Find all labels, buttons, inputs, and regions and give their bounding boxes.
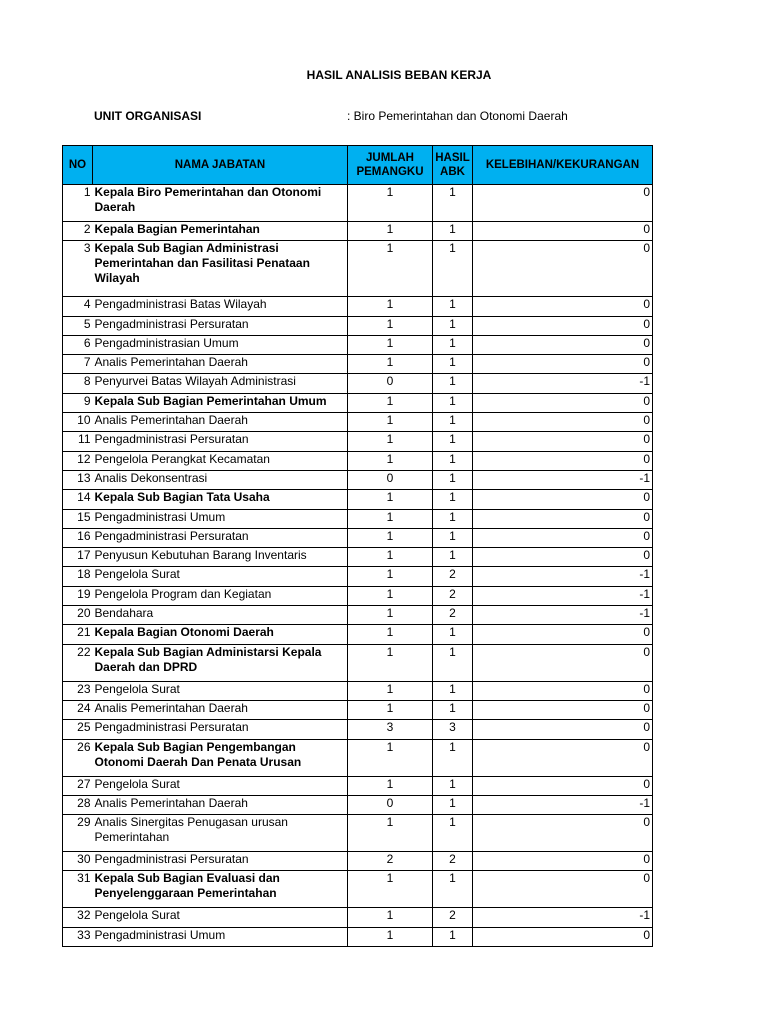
row-kelebihan-kekurangan: 0 — [473, 490, 653, 509]
row-job-title: Pengadministrasi Batas Wilayah — [93, 297, 348, 316]
row-kelebihan-kekurangan: 0 — [473, 548, 653, 567]
row-job-title: Pengadministrasi Umum — [93, 927, 348, 946]
table-row — [63, 374, 653, 393]
table-row — [63, 908, 653, 927]
row-jumlah-pemangku: 1 — [348, 432, 433, 451]
table-row — [63, 871, 653, 908]
row-job-title: Pengelola Program dan Kegiatan — [93, 586, 348, 605]
row-hasil-abk: 1 — [433, 739, 473, 776]
row-kelebihan-kekurangan: -1 — [473, 586, 653, 605]
table-row — [63, 393, 653, 412]
row-number: 23 — [63, 681, 93, 700]
table-row — [63, 316, 653, 335]
table-row — [63, 776, 653, 795]
row-hasil-abk: 1 — [433, 871, 473, 908]
row-jumlah-pemangku: 1 — [348, 297, 433, 316]
row-hasil-abk: 2 — [433, 567, 473, 586]
row-jumlah-pemangku: 1 — [348, 871, 433, 908]
row-hasil-abk: 1 — [433, 241, 473, 297]
row-hasil-abk: 1 — [433, 374, 473, 393]
table-row — [63, 470, 653, 489]
row-kelebihan-kekurangan: -1 — [473, 908, 653, 927]
row-number: 11 — [63, 432, 93, 451]
row-kelebihan-kekurangan: 0 — [473, 700, 653, 719]
row-number: 2 — [63, 222, 93, 241]
row-number: 14 — [63, 490, 93, 509]
row-number: 1 — [63, 185, 93, 222]
table-row — [63, 586, 653, 605]
workload-table — [62, 145, 653, 947]
row-hasil-abk: 1 — [433, 393, 473, 412]
row-jumlah-pemangku: 2 — [348, 852, 433, 871]
row-hasil-abk: 1 — [433, 316, 473, 335]
row-kelebihan-kekurangan: 0 — [473, 927, 653, 946]
row-number: 33 — [63, 927, 93, 946]
table-row — [63, 606, 653, 625]
row-jumlah-pemangku: 1 — [348, 413, 433, 432]
row-kelebihan-kekurangan: 0 — [473, 185, 653, 222]
table-row — [63, 451, 653, 470]
row-jumlah-pemangku: 1 — [348, 222, 433, 241]
row-jumlah-pemangku: 1 — [348, 644, 433, 681]
table-row — [63, 222, 653, 241]
row-jumlah-pemangku: 1 — [348, 355, 433, 374]
row-job-title: Analis Pemerintahan Daerah — [93, 355, 348, 374]
row-job-title: Kepala Biro Pemerintahan dan Otonomi Daerah — [93, 185, 348, 222]
row-kelebihan-kekurangan: 0 — [473, 241, 653, 297]
row-kelebihan-kekurangan: 0 — [473, 625, 653, 644]
table-row — [63, 509, 653, 528]
row-hasil-abk: 1 — [433, 413, 473, 432]
row-job-title: Kepala Bagian Pemerintahan — [93, 222, 348, 241]
row-hasil-abk: 1 — [433, 927, 473, 946]
row-number: 16 — [63, 528, 93, 547]
row-jumlah-pemangku: 1 — [348, 316, 433, 335]
unit-value: : Biro Pemerintahan dan Otonomi Daerah — [347, 109, 568, 123]
row-jumlah-pemangku: 1 — [348, 241, 433, 297]
row-job-title: Analis Pemerintahan Daerah — [93, 413, 348, 432]
row-kelebihan-kekurangan: 0 — [473, 222, 653, 241]
table-header-row — [63, 146, 653, 185]
row-job-title: Kepala Sub Bagian Pengembangan Otonomi Daerah Dan Penata Urusan — [93, 739, 348, 776]
table-row — [63, 815, 653, 852]
row-kelebihan-kekurangan: 0 — [473, 815, 653, 852]
row-jumlah-pemangku: 1 — [348, 490, 433, 509]
row-hasil-abk: 1 — [433, 222, 473, 241]
row-number: 24 — [63, 700, 93, 719]
row-kelebihan-kekurangan: 0 — [473, 852, 653, 871]
row-jumlah-pemangku: 1 — [348, 815, 433, 852]
row-number: 17 — [63, 548, 93, 567]
row-job-title: Penyurvei Batas Wilayah Administrasi — [93, 374, 348, 393]
table-row — [63, 795, 653, 814]
row-job-title: Pengelola Perangkat Kecamatan — [93, 451, 348, 470]
row-hasil-abk: 1 — [433, 776, 473, 795]
row-kelebihan-kekurangan: 0 — [473, 509, 653, 528]
row-number: 19 — [63, 586, 93, 605]
header-name: NAMA JABATAN — [93, 146, 348, 185]
row-hasil-abk: 1 — [433, 490, 473, 509]
row-number: 13 — [63, 470, 93, 489]
row-jumlah-pemangku: 1 — [348, 548, 433, 567]
row-job-title: Kepala Sub Bagian Administrasi Pemerintahan dan Fasilitasi Penataan Wilayah — [93, 241, 348, 297]
row-hasil-abk: 1 — [433, 451, 473, 470]
row-hasil-abk: 1 — [433, 644, 473, 681]
table-row — [63, 185, 653, 222]
row-kelebihan-kekurangan: 0 — [473, 776, 653, 795]
row-jumlah-pemangku: 1 — [348, 393, 433, 412]
row-jumlah-pemangku: 1 — [348, 606, 433, 625]
row-number: 7 — [63, 355, 93, 374]
row-job-title: Pengelola Surat — [93, 908, 348, 927]
row-kelebihan-kekurangan: 0 — [473, 335, 653, 354]
row-number: 27 — [63, 776, 93, 795]
row-jumlah-pemangku: 1 — [348, 509, 433, 528]
row-hasil-abk: 2 — [433, 606, 473, 625]
row-number: 15 — [63, 509, 93, 528]
table-row — [63, 567, 653, 586]
row-number: 22 — [63, 644, 93, 681]
row-number: 28 — [63, 795, 93, 814]
row-job-title: Penyusun Kebutuhan Barang Inventaris — [93, 548, 348, 567]
table-row — [63, 852, 653, 871]
row-job-title: Analis Sinergitas Penugasan urusan Pemerintahan — [93, 815, 348, 852]
row-kelebihan-kekurangan: 0 — [473, 451, 653, 470]
row-jumlah-pemangku: 1 — [348, 908, 433, 927]
row-jumlah-pemangku: 1 — [348, 335, 433, 354]
table-row — [63, 681, 653, 700]
row-job-title: Pengadministrasian Umum — [93, 335, 348, 354]
table-row — [63, 700, 653, 719]
table-row — [63, 241, 653, 297]
row-hasil-abk: 1 — [433, 335, 473, 354]
row-hasil-abk: 2 — [433, 586, 473, 605]
table-row — [63, 490, 653, 509]
row-hasil-abk: 1 — [433, 297, 473, 316]
row-number: 5 — [63, 316, 93, 335]
row-job-title: Bendahara — [93, 606, 348, 625]
row-number: 31 — [63, 871, 93, 908]
row-kelebihan-kekurangan: 0 — [473, 739, 653, 776]
row-jumlah-pemangku: 1 — [348, 927, 433, 946]
table-row — [63, 432, 653, 451]
row-number: 12 — [63, 451, 93, 470]
unit-label: UNIT ORGANISASI — [94, 109, 202, 123]
header-jumlah-pemangku: JUMLAH PEMANGKU — [348, 146, 433, 185]
table-row — [63, 335, 653, 354]
row-job-title: Analis Pemerintahan Daerah — [93, 795, 348, 814]
row-kelebihan-kekurangan: 0 — [473, 393, 653, 412]
row-number: 29 — [63, 815, 93, 852]
row-number: 4 — [63, 297, 93, 316]
row-hasil-abk: 1 — [433, 815, 473, 852]
row-job-title: Pengadministrasi Persuratan — [93, 316, 348, 335]
table-row — [63, 739, 653, 776]
document-title: HASIL ANALISIS BEBAN KERJA — [306, 68, 492, 82]
row-kelebihan-kekurangan: 0 — [473, 528, 653, 547]
table-row — [63, 548, 653, 567]
row-hasil-abk: 1 — [433, 355, 473, 374]
row-hasil-abk: 1 — [433, 548, 473, 567]
row-hasil-abk: 1 — [433, 795, 473, 814]
row-number: 26 — [63, 739, 93, 776]
row-kelebihan-kekurangan: -1 — [473, 470, 653, 489]
row-job-title: Kepala Sub Bagian Evaluasi dan Penyelenggaraan Pemerintahan — [93, 871, 348, 908]
table-row — [63, 528, 653, 547]
row-kelebihan-kekurangan: 0 — [473, 720, 653, 739]
row-number: 21 — [63, 625, 93, 644]
row-job-title: Pengadministrasi Persuratan — [93, 528, 348, 547]
row-number: 30 — [63, 852, 93, 871]
table-row — [63, 720, 653, 739]
row-job-title: Kepala Bagian Otonomi Daerah — [93, 625, 348, 644]
row-number: 6 — [63, 335, 93, 354]
row-number: 20 — [63, 606, 93, 625]
row-jumlah-pemangku: 3 — [348, 720, 433, 739]
row-kelebihan-kekurangan: -1 — [473, 606, 653, 625]
row-jumlah-pemangku: 1 — [348, 681, 433, 700]
row-kelebihan-kekurangan: 0 — [473, 316, 653, 335]
row-hasil-abk: 1 — [433, 470, 473, 489]
table-row — [63, 355, 653, 374]
row-kelebihan-kekurangan: -1 — [473, 374, 653, 393]
row-number: 10 — [63, 413, 93, 432]
row-job-title: Pengelola Surat — [93, 681, 348, 700]
row-hasil-abk: 1 — [433, 528, 473, 547]
row-jumlah-pemangku: 1 — [348, 185, 433, 222]
row-job-title: Kepala Sub Bagian Tata Usaha — [93, 490, 348, 509]
row-job-title: Pengadministrasi Persuratan — [93, 432, 348, 451]
table-row — [63, 413, 653, 432]
row-job-title: Kepala Sub Bagian Pemerintahan Umum — [93, 393, 348, 412]
row-jumlah-pemangku: 1 — [348, 567, 433, 586]
row-hasil-abk: 1 — [433, 625, 473, 644]
row-jumlah-pemangku: 0 — [348, 374, 433, 393]
table-row — [63, 644, 653, 681]
row-jumlah-pemangku: 1 — [348, 776, 433, 795]
row-jumlah-pemangku: 1 — [348, 700, 433, 719]
row-job-title: Analis Dekonsentrasi — [93, 470, 348, 489]
row-jumlah-pemangku: 1 — [348, 625, 433, 644]
row-kelebihan-kekurangan: 0 — [473, 297, 653, 316]
row-kelebihan-kekurangan: 0 — [473, 681, 653, 700]
row-number: 8 — [63, 374, 93, 393]
table-row — [63, 297, 653, 316]
row-jumlah-pemangku: 0 — [348, 470, 433, 489]
row-hasil-abk: 1 — [433, 509, 473, 528]
row-job-title: Pengelola Surat — [93, 567, 348, 586]
row-job-title: Pengadministrasi Umum — [93, 509, 348, 528]
row-kelebihan-kekurangan: 0 — [473, 413, 653, 432]
row-jumlah-pemangku: 1 — [348, 528, 433, 547]
row-hasil-abk: 1 — [433, 681, 473, 700]
table-row — [63, 927, 653, 946]
row-jumlah-pemangku: 0 — [348, 795, 433, 814]
row-kelebihan-kekurangan: 0 — [473, 871, 653, 908]
header-kelebihan-kekurangan: KELEBIHAN/KEKURANGAN — [473, 146, 653, 185]
row-number: 9 — [63, 393, 93, 412]
row-number: 25 — [63, 720, 93, 739]
row-jumlah-pemangku: 1 — [348, 586, 433, 605]
row-job-title: Pengadministrasi Persuratan — [93, 852, 348, 871]
row-hasil-abk: 1 — [433, 432, 473, 451]
row-kelebihan-kekurangan: 0 — [473, 432, 653, 451]
header-hasil-abk: HASIL ABK — [433, 146, 473, 185]
row-hasil-abk: 1 — [433, 185, 473, 222]
row-number: 3 — [63, 241, 93, 297]
row-kelebihan-kekurangan: 0 — [473, 355, 653, 374]
row-job-title: Pengelola Surat — [93, 776, 348, 795]
row-kelebihan-kekurangan: -1 — [473, 795, 653, 814]
row-job-title: Kepala Sub Bagian Administarsi Kepala Daerah dan DPRD — [93, 644, 348, 681]
row-hasil-abk: 1 — [433, 700, 473, 719]
row-job-title: Analis Pemerintahan Daerah — [93, 700, 348, 719]
row-kelebihan-kekurangan: 0 — [473, 644, 653, 681]
row-number: 32 — [63, 908, 93, 927]
row-kelebihan-kekurangan: -1 — [473, 567, 653, 586]
row-job-title: Pengadministrasi Persuratan — [93, 720, 348, 739]
row-hasil-abk: 3 — [433, 720, 473, 739]
table-row — [63, 625, 653, 644]
row-jumlah-pemangku: 1 — [348, 739, 433, 776]
row-hasil-abk: 2 — [433, 852, 473, 871]
row-hasil-abk: 2 — [433, 908, 473, 927]
header-no: NO — [63, 146, 93, 185]
row-number: 18 — [63, 567, 93, 586]
row-jumlah-pemangku: 1 — [348, 451, 433, 470]
